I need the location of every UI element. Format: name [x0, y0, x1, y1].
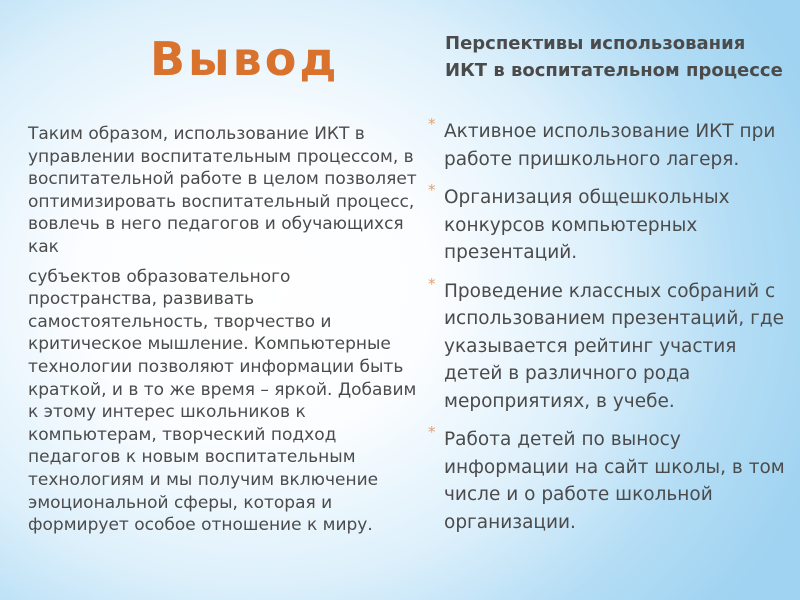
list-item-text: Работа детей по выносу информации на сайт школы, в том числе и о работе школьной организации.	[444, 429, 785, 533]
perspectives-heading: Перспективы использования ИКТ в воспитательном процессе	[445, 33, 783, 81]
list-item	[428, 423, 790, 536]
conclusion-paragraph-1: Таким образом, использование ИКТ в управлении воспитательным процессом, в воспитательной работе в целом позволяет оптимизировать воспитательный процесс, вовлечь в него педагогов и обучающихся как	[28, 124, 417, 257]
asterisk-icon: *	[428, 115, 436, 133]
list-item-text: Проведение классных собраний с использованием презентаций, где указывается рейтинг участия детей в различного рода мероприятиях, в учебе.	[444, 280, 785, 412]
list-item-text: Организация общешкольных конкурсов компьютерных презентаций.	[444, 187, 730, 263]
list-item-text: Активное использование ИКТ при работе пришкольного лагеря.	[444, 121, 776, 170]
conclusion-text	[28, 123, 418, 544]
asterisk-icon: *	[428, 181, 436, 199]
asterisk-icon: *	[428, 274, 436, 293]
list-item	[428, 115, 790, 173]
perspectives-list	[428, 115, 790, 547]
asterisk-icon: *	[428, 423, 436, 441]
conclusion-paragraph-2: субъектов образовательного пространства, развивать самостоятельность, творчество и критическое мышление. Компьютерные технологии позволяют информации быть краткой, и в то же время – яркой. Добавим к этому интерес школьников к компьютерам, творческий подход педагогов к новым воспитательным технологиям и мы получим включение эмоциональной сферы, которая и формирует особое отношение к миру.	[28, 266, 417, 536]
slide-title: Вывод	[150, 32, 340, 86]
list-item	[428, 274, 790, 416]
list-item	[428, 181, 790, 267]
